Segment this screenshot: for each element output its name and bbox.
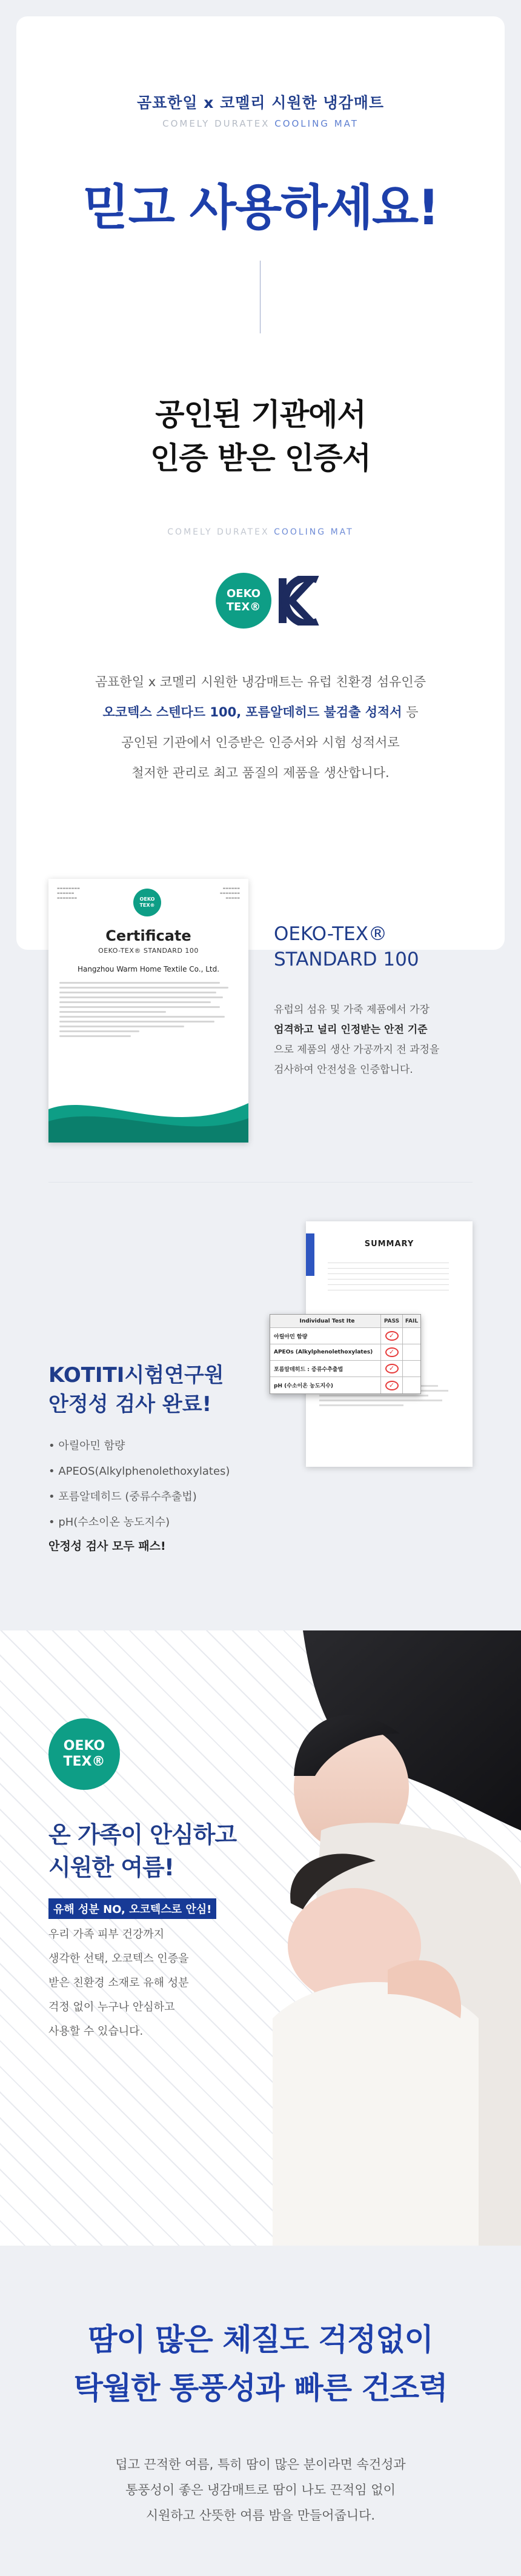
brand-subtitle: COMELY DURATEX COOLING MAT [162,118,359,129]
family-section [0,1630,521,2246]
content-card [16,16,505,950]
summary-mini-table [328,1258,449,1290]
cert-section-title: 공인된 기관에서 인증 받은 인증서 [150,397,371,476]
check-icon: ✓ [385,1347,399,1357]
cert-oeko-badge: OEKO TEX® [133,889,161,916]
summary-title: SUMMARY [364,1240,414,1249]
cert-doc-company: Hangzhou Warm Home Textile Co., Ltd. [77,965,220,973]
cert-doc-subtitle: OEKO-TEX® STANDARD 100 [98,947,199,955]
kc-mark-icon [275,576,324,626]
family-desc: 우리 가족 피부 건강까지 생각한 선택, 오코텍스 인증을 받은 친환경 소재로 유해 성분 걱정 없이 누구나 안심하고 사용할 수 있습니다. [48,1928,189,2038]
mother-baby-photo [248,1630,521,2246]
hero-heading: 믿고 사용하세요! [82,179,439,236]
brand-title: 곰표한일 x 코멜리 시원한 냉감매트 [136,94,385,112]
list-item: • APEOS(Alkylphenolethoxylates) [48,1465,230,1478]
table-row: APEOs (Alkylphenolethoxylates) ✓ [270,1344,420,1361]
cert-wave-graphic [48,1085,248,1143]
test-results-table [270,1314,421,1394]
cert-doc-title: Certificate [105,927,191,944]
table-header-row: Individual Test Ite PASS FAIL [270,1315,420,1328]
cert-header-right: ▬▬▬▬▬▬ ▬▬▬▬▬▬▬ ▬▬▬▬▬ [219,887,240,900]
cert-body-lines [59,982,237,1040]
check-icon: ✓ [385,1364,399,1373]
cert-intro-text: 곰표한일 x 코멜리 시원한 냉감매트는 유럽 친환경 섬유인증 오코텍스 스텐다드 100, 포름알데히드 불검출 성적서 등 공인된 기관에서 인증받은 인증서와 시험 성적서로 철저한 관리로 최고 품질의 제품을 생산합니다. [95,675,426,780]
sweat-section-title: 땀이 많은 체질도 걱정없이 탁월한 통풍성과 빠른 건조력 [73,2322,448,2406]
check-icon: ✓ [385,1381,399,1390]
koti-title: KOTITI시험연구원 안정성 검사 완료! [48,1363,224,1416]
cert-header-left: ▬▬▬▬▬▬▬▬ ▬▬▬▬▬▬ ▬▬▬▬▬▬▬ [57,887,80,900]
family-oeko-badge: OEKO TEX® [48,1718,120,1790]
table-row: pH (수소이온 농도지수) ✓ [270,1377,420,1393]
cert-section-subtitle: COMELY DURATEX COOLING MAT [167,527,354,537]
oeko-certificate-image [48,879,248,1143]
list-item: • 아릴아민 함량 [48,1440,125,1452]
list-item: • 포름알데히드 (중류수추출법) [48,1490,197,1503]
family-tag: 유해 성분 NO, 오코텍스로 안심! [48,1898,216,1919]
oeko-tex-logo: OEKO TEX® [216,573,271,629]
oeko-standard-title: OEKO-TEX® STANDARD 100 [274,923,419,970]
sweat-section-desc: 덥고 끈적한 여름, 특히 땀이 많은 분이라면 속건성과 통풍성이 좋은 냉감매트로 땀이 나도 끈적임 없이 시원하고 산뜻한 여름 밤을 만들어줍니다. [115,2457,406,2523]
table-row: 포름알데히드 : 증류수추출법 ✓ [270,1361,420,1377]
koti-pass-text: 안정성 검사 모두 패스! [48,1540,166,1553]
section-divider [48,1182,473,1183]
koti-test-list [48,1433,230,1535]
oeko-standard-desc: 유럽의 섬유 및 가죽 제품에서 가장 엄격하고 널리 인정받는 안전 기준 으로 제품의 생산 가공까지 전 과정을 검사하여 안전성을 인증합니다. [274,1004,440,1076]
family-title: 온 가족이 안심하고 시원한 여름! [48,1821,237,1881]
list-item: • pH(수소이온 농도지수) [48,1516,170,1529]
table-row: 아릴아민 함량 ✓ [270,1328,420,1344]
check-icon: ✓ [385,1331,399,1341]
